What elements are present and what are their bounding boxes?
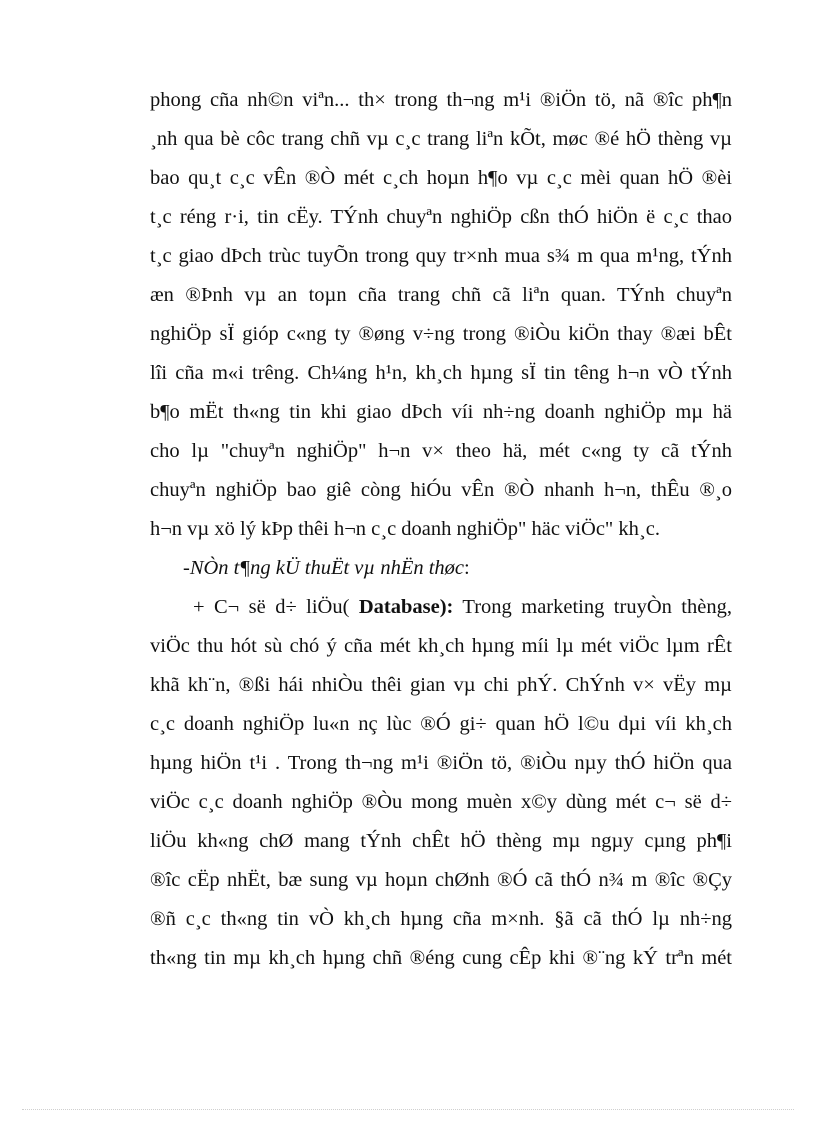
body-line: lîi cña m«i trêng. Ch¼ng h¹n, kh¸ch hµng sÏ tin têng h¬n vÒ tÝnh [150, 362, 732, 384]
body-line: hµng hiÖn t¹i . Trong th¬ng m¹i ®iÖn tö, ®iÒu nµy thÓ hiÖn qua [150, 752, 732, 774]
database-prefix: + C¬ së d÷ liÖu( [193, 596, 359, 618]
database-paragraph-start [193, 593, 732, 621]
body-line: chuyªn nghiÖp bao giê còng hiÓu vÊn ®Ò nhanh h¬n, thÊu ®¸o [150, 479, 732, 501]
body-line: h¬n vµ xö lý kÞp thêi h¬n c¸c doanh nghiÖp" häc viÖc" kh¸c. [150, 518, 660, 540]
page-bottom-divider [22, 1109, 794, 1110]
body-line: t¸c réng r·i, tin cËy. TÝnh chuyªn nghiÖp cßn thÓ hiÖn ë c¸c thao [150, 206, 732, 228]
body-line: nghiÖp sÏ gióp c«ng ty ®øng v÷ng trong ®iÒu kiÖn thay ®æi bÊt [150, 323, 732, 345]
body-line: bao qu¸t c¸c vÊn ®Ò mét c¸ch hoµn h¶o vµ c¸c mèi quan hÖ ®èi [150, 167, 732, 189]
body-line: th«ng tin mµ kh¸ch hµng chñ ®éng cung cÊp khi ®¨ng kÝ trªn mét [150, 947, 732, 969]
body-line: t¸c giao dÞch trùc tuyÕn trong quy tr×nh mua s¾ m qua m¹ng, tÝnh [150, 245, 732, 267]
body-line: ®ñ c¸c th«ng tin vÒ kh¸ch hµng cña m×nh. §ã cã thÓ lµ nh÷ng [150, 908, 732, 930]
body-line: c¸c doanh nghiÖp lu«n nç lùc ®Ó gi÷ quan hÖ l©u dµi víi kh¸ch [150, 713, 732, 735]
body-line: b¶o mËt th«ng tin khi giao dÞch víi nh÷ng doanh nghiÖp mµ hä [150, 401, 732, 423]
database-term: Database): [358, 596, 454, 618]
body-line: æn ®Þnh vµ an toµn cña trang chñ cã liªn quan. TÝnh chuyªn [150, 284, 732, 306]
body-line: liÖu kh«ng chØ mang tÝnh chÊt hÖ thèng mµ ngµy cµng ph¶i [150, 830, 732, 852]
subheading-colon: : [464, 557, 470, 579]
database-rest: Trong marketing truyÒn thèng, [453, 596, 732, 618]
body-line: khã kh¨n, ®ßi hái nhiÒu thêi gian vµ chi phÝ. ChÝnh v× vËy mµ [150, 674, 732, 696]
section-subheading [183, 554, 703, 582]
body-line: ®îc cËp nhËt, bæ sung vµ hoµn chØnh ®Ó cã thÓ n¾ m ®îc ®Çy [150, 869, 732, 891]
body-line: cho lµ "chuyªn nghiÖp" h¬n v× theo hä, mét c«ng ty cã tÝnh [150, 440, 732, 462]
body-line: ¸nh qua bè côc trang chñ vµ c¸c trang liªn kÕt, møc ®é hÖ thèng vµ [150, 128, 732, 150]
body-line: viÖc thu hót sù chó ý cña mét kh¸ch hµng míi lµ mét viÖc lµm rÊt [150, 635, 732, 657]
body-line: viÖc c¸c doanh nghiÖp ®Òu mong muèn x©y dùng mét c¬ së d÷ [150, 791, 732, 813]
subheading-text: -NÒn t¶ng kÜ thuËt vµ nhËn thøc [183, 557, 465, 579]
body-line: phong cña nh©n viªn... th× trong th¬ng m¹i ®iÖn tö, nã ®îc ph¶n [150, 89, 732, 111]
